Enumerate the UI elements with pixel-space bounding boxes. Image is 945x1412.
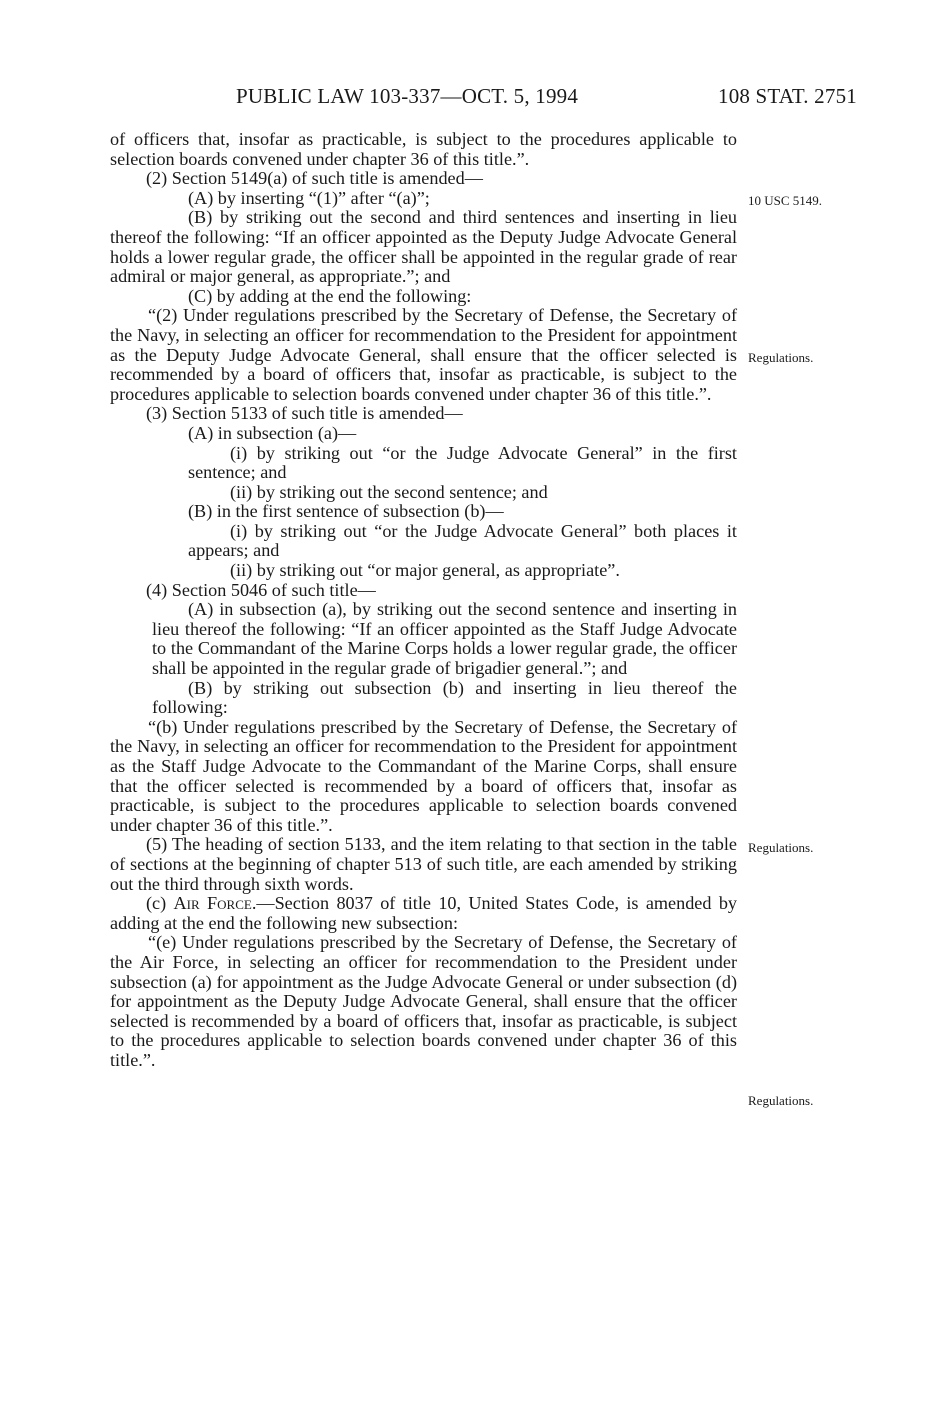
paragraph: (B) by striking out subsection (b) and inserting in lieu thereof the following:: [152, 677, 737, 718]
paragraph: (2) Section 5149(a) of such title is amended—: [146, 168, 483, 189]
margin-note-regulations: Regulations.: [748, 840, 814, 855]
paragraph: (i) by striking out “or the Judge Advocate General” in the first sentence; and: [188, 442, 737, 483]
paragraph: (ii) by striking out “or major general, as appropriate”.: [230, 560, 620, 581]
page-header: [0, 84, 945, 114]
paragraph: “(b) Under regulations prescribed by the Secretary of Defense, the Secretary of the Navy, in selecting an officer for recommendation to the President for appointment as the Staff Judge Advocate to the Commandant of the Marine Corps, shall ensure that the officer selected is recommended by a board of officers that, insofar as practicable, is subject to the procedures applicable to selection boards convened under chapter 36 of this title.”.: [110, 716, 737, 835]
subsection-label: (c): [146, 893, 174, 914]
header-title: PUBLIC LAW 103-337—OCT. 5, 1994: [236, 84, 579, 108]
paragraph: (B) by striking out the second and third sentences and inserting in lieu thereof the following: “If an officer appointed as the Deputy Judge Advocate General holds a lower regular grade, the officer shall be appointed in the regular grade of rear admiral or major general, as appropriate.”; and: [110, 207, 737, 287]
subsection-heading: Air Force: [173, 893, 252, 914]
margin-note-regulations: Regulations.: [748, 1093, 814, 1108]
paragraph: [110, 894, 737, 933]
paragraph: “(2) Under regulations prescribed by the Secretary of Defense, the Secretary of the Navy, in selecting an officer for recommendation to the President for appointment as the Deputy Judge Advocate General, shall ensure that the officer selected is recommended by a board of officers that, insofar as practicable, is subject to the procedures applicable to selection boards convened under chapter 36 of this title.”.: [110, 305, 737, 404]
paragraph: (A) in subsection (a)—: [188, 422, 357, 443]
margin-note-usc: 10 USC 5149.: [748, 193, 823, 208]
header-page-number: 108 STAT. 2751: [718, 84, 857, 108]
paragraph: (5) The heading of section 5133, and the item relating to that section in the table of sections at the beginning of chapter 513 of such title, are each amended by striking out the third through sixth words.: [110, 834, 737, 894]
paragraph: (B) in the first sentence of subsection (b)—: [188, 501, 504, 522]
paragraph: of officers that, insofar as practicable, is subject to the procedures applicable to selection boards convened under chapter 36 of this title.”.: [110, 129, 737, 169]
subsection-text: .—Section 8037 of title 10, United States Code, is amended by adding at the end the following new subsection:: [110, 893, 738, 933]
paragraph: (i) by striking out “or the Judge Advocate General” both places it appears; and: [188, 520, 737, 561]
margin-note-regulations: Regulations.: [748, 350, 814, 365]
paragraph: (3) Section 5133 of such title is amended—: [146, 403, 463, 424]
paragraph: (C) by adding at the end the following:: [188, 285, 472, 306]
paragraph: (ii) by striking out the second sentence; and: [230, 481, 548, 502]
body-text: [110, 130, 737, 1071]
paragraph: (4) Section 5046 of such title—: [146, 579, 376, 600]
paragraph: (A) in subsection (a), by striking out the second sentence and inserting in lieu thereof the following: “If an officer appointed as the Staff Judge Advocate to the Commandant of the Marine Corps holds a lower regular grade, the officer shall be appointed in the regular grade of brigadier general.”; and: [152, 599, 737, 679]
paragraph: (A) by inserting “(1)” after “(a)”;: [188, 187, 430, 208]
paragraph: “(e) Under regulations prescribed by the Secretary of Defense, the Secretary of the Air Force, in selecting an officer for recommendation to the President under subsection (a) for appointment as the Judge Advocate General or under subsection (d) for appointment as the Deputy Judge Advocate General, shall ensure that the officer selected is recommended by a board of officers that, insofar as practicable, is subject to the procedures applicable to selection boards convened under chapter 36 of this title.”.: [110, 932, 737, 1070]
